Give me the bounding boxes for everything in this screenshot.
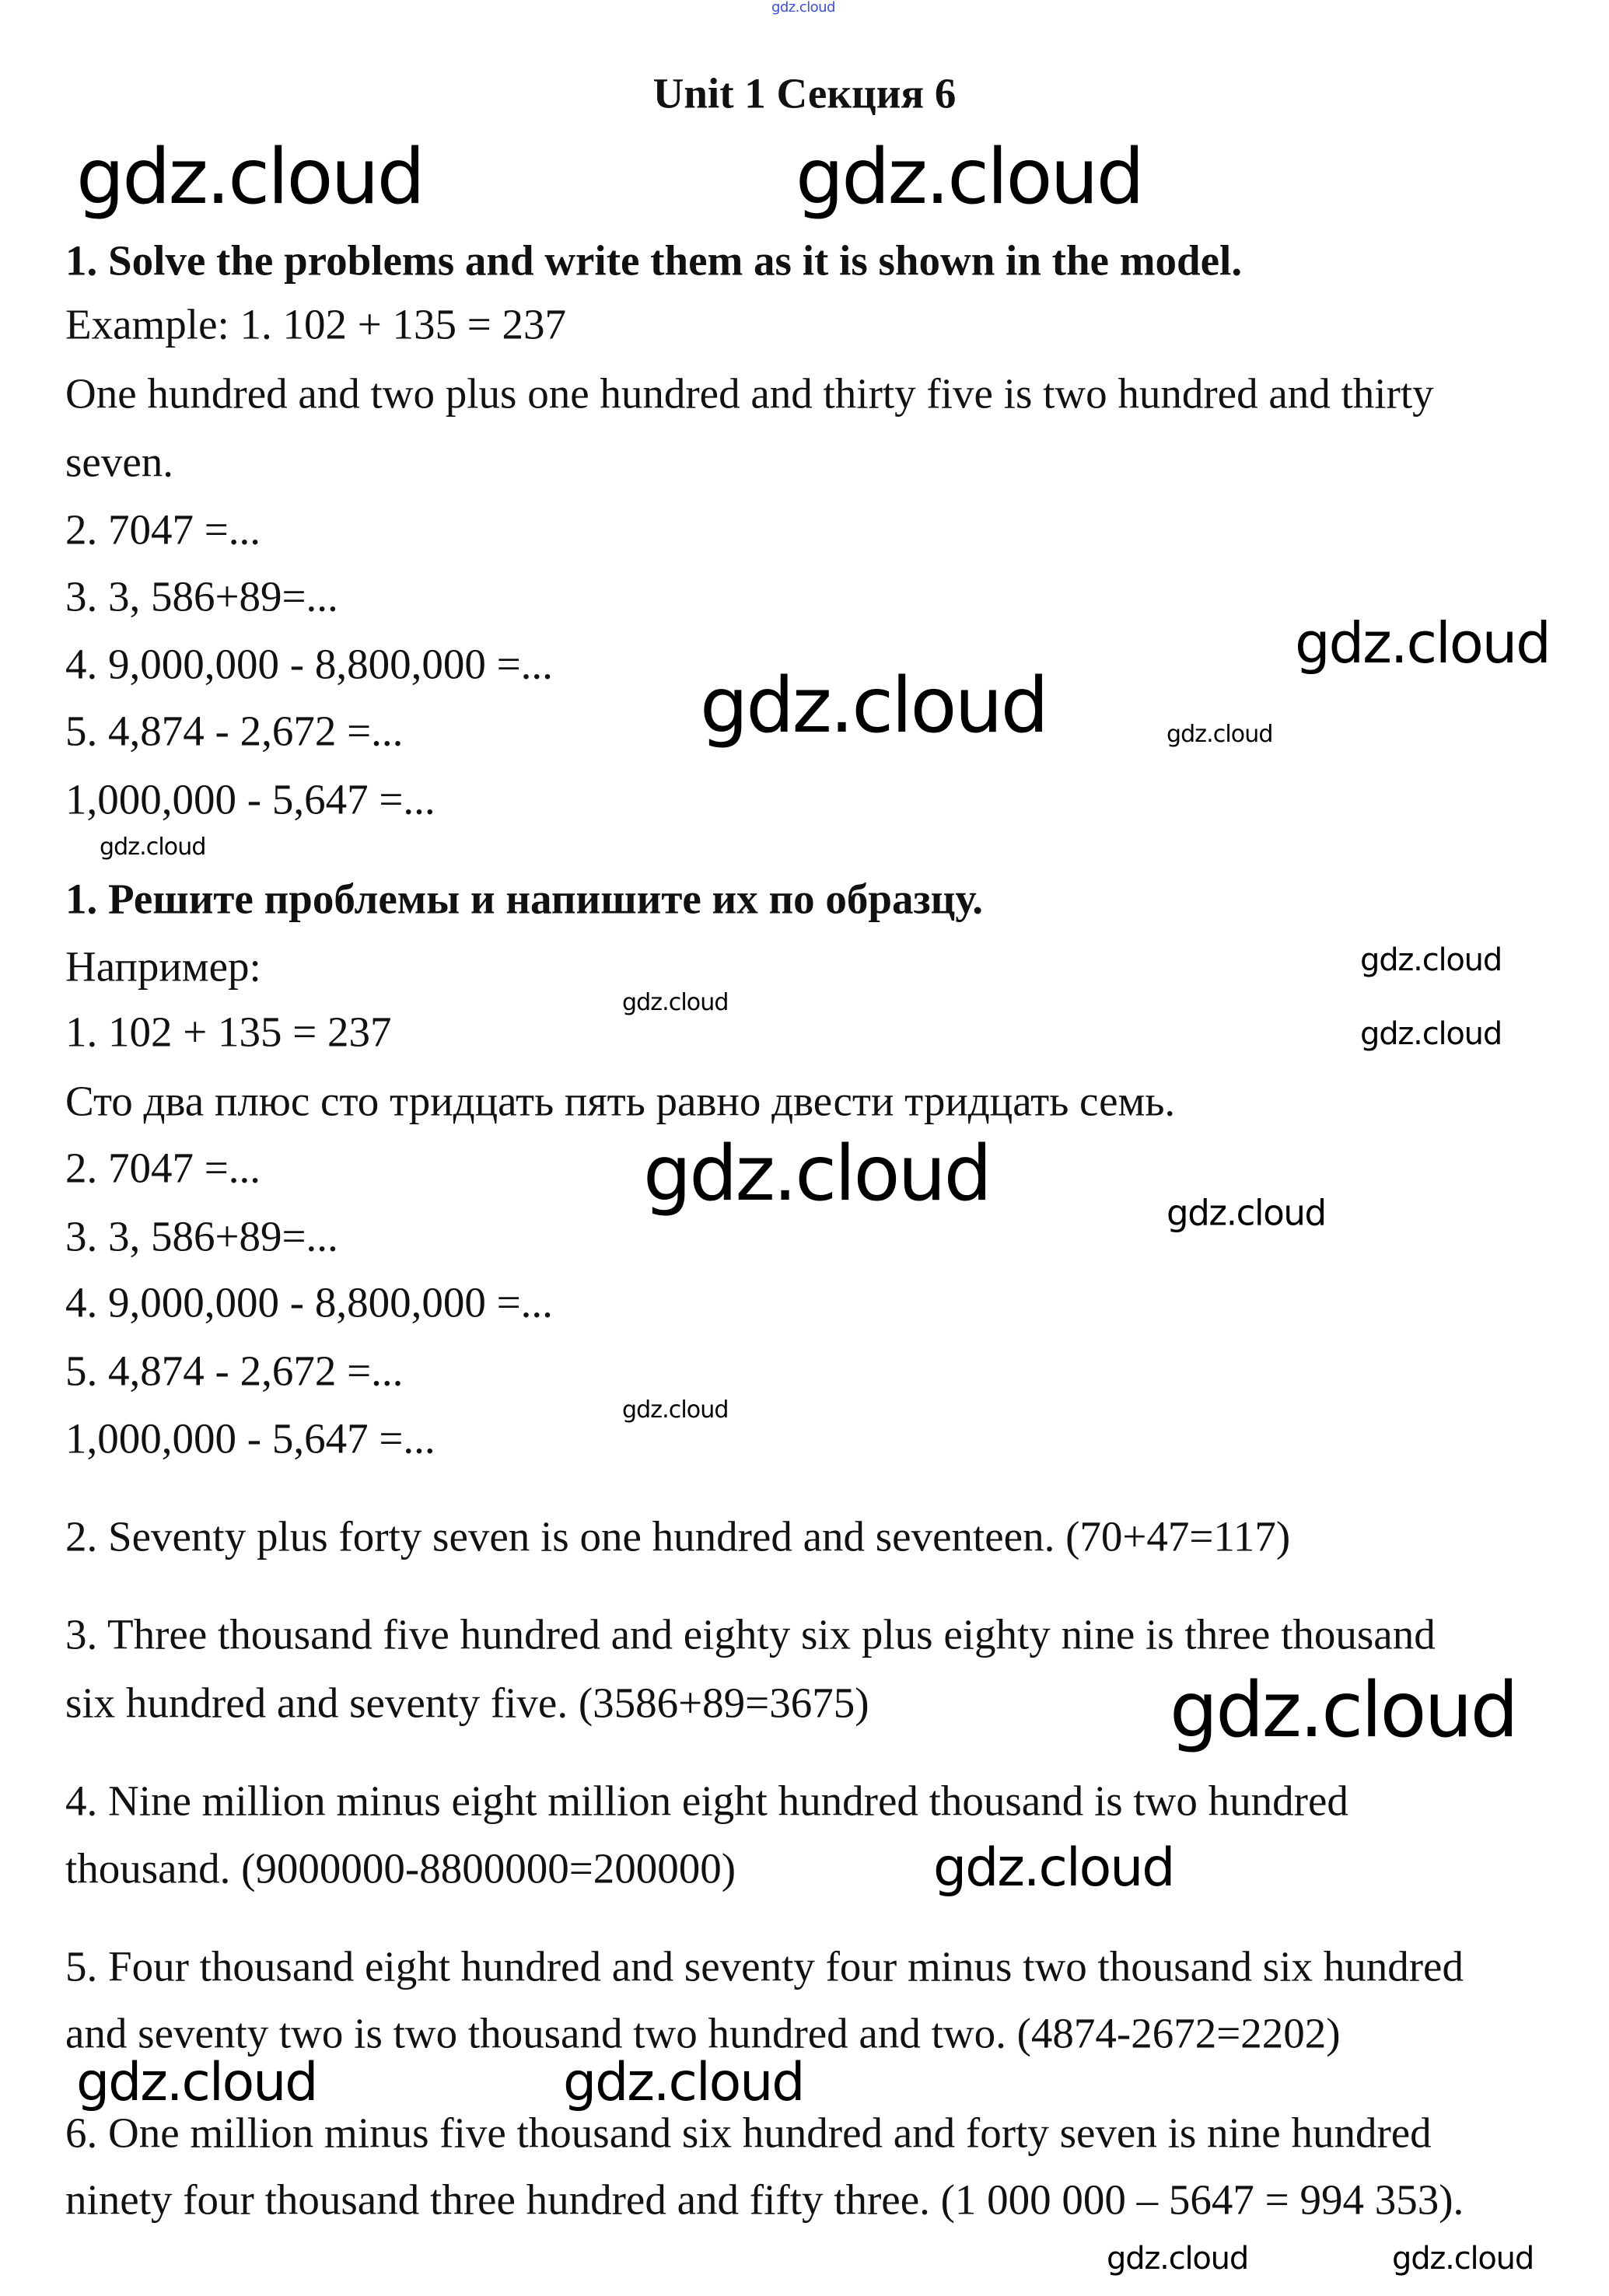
watermark: gdz.cloud	[1170, 1666, 1516, 1755]
watermark: gdz.cloud	[1167, 721, 1273, 748]
watermark-top: gdz.cloud	[771, 0, 835, 16]
english-line: 4. 9,000,000 - 8,800,000 =...	[65, 640, 553, 688]
english-line: seven.	[65, 438, 173, 486]
russian-line: 2. 7047 =...	[65, 1144, 261, 1192]
watermark: gdz.cloud	[1295, 610, 1550, 676]
russian-task-heading: 1. Решите проблемы и напишите их по образцу.	[65, 875, 984, 923]
watermark: gdz.cloud	[76, 133, 423, 222]
english-line: Example: 1. 102 + 135 = 237	[65, 300, 567, 348]
watermark: gdz.cloud	[1360, 1016, 1502, 1052]
watermark: gdz.cloud	[700, 662, 1047, 750]
watermark: gdz.cloud	[933, 1837, 1174, 1899]
russian-line: Например:	[65, 942, 261, 991]
russian-line: 1. 102 + 135 = 237	[65, 1008, 392, 1056]
answer-line: 4. Nine million minus eight million eight hundred thousand is two hundred	[65, 1777, 1348, 1825]
answer-line: ninety four thousand three hundred and fifty three. (1 000 000 – 5647 = 994 353).	[65, 2175, 1464, 2224]
english-task-heading: 1. Solve the problems and write them as it is shown in the model.	[65, 236, 1243, 285]
watermark: gdz.cloud	[1392, 2241, 1534, 2277]
russian-line: 4. 9,000,000 - 8,800,000 =...	[65, 1278, 553, 1326]
watermark: gdz.cloud	[76, 2052, 317, 2113]
watermark: gdz.cloud	[622, 1396, 729, 1424]
answer-line: six hundred and seventy five. (3586+89=3675)	[65, 1679, 869, 1727]
watermark: gdz.cloud	[643, 1130, 990, 1218]
english-line: 1,000,000 - 5,647 =...	[65, 775, 435, 823]
page-title: Unit 1 Секция 6	[652, 69, 957, 117]
russian-line: 1,000,000 - 5,647 =...	[65, 1414, 435, 1463]
russian-line: 5. 4,874 - 2,672 =...	[65, 1347, 404, 1395]
english-line: One hundred and two plus one hundred and thirty five is two hundred and thirty	[65, 369, 1434, 418]
answer-line: 3. Three thousand five hundred and eighty six plus eighty nine is three thousand	[65, 1610, 1436, 1658]
answer-line: 6. One million minus five thousand six hundred and forty seven is nine hundred	[65, 2109, 1432, 2157]
watermark: gdz.cloud	[563, 2052, 804, 2113]
watermark: gdz.cloud	[796, 133, 1142, 222]
answer-line: 5. Four thousand eight hundred and seventy four minus two thousand six hundred	[65, 1942, 1464, 1990]
watermark: gdz.cloud	[1167, 1192, 1326, 1234]
watermark: gdz.cloud	[622, 989, 729, 1016]
english-line: 5. 4,874 - 2,672 =...	[65, 707, 404, 755]
answer-line: and seventy two is two thousand two hundred and two. (4874-2672=2202)	[65, 2009, 1341, 2057]
english-line: 3. 3, 586+89=...	[65, 572, 338, 620]
answer-line: 2. Seventy plus forty seven is one hundred and seventeen. (70+47=117)	[65, 1512, 1291, 1560]
watermark: gdz.cloud	[100, 833, 206, 861]
watermark: gdz.cloud	[1107, 2241, 1249, 2277]
answer-line: thousand. (9000000-8800000=200000)	[65, 1844, 736, 1892]
russian-line: Сто два плюс сто тридцать пять равно двести тридцать семь.	[65, 1077, 1176, 1125]
english-line: 2. 7047 =...	[65, 505, 261, 554]
russian-line: 3. 3, 586+89=...	[65, 1212, 338, 1260]
watermark: gdz.cloud	[1360, 942, 1502, 978]
